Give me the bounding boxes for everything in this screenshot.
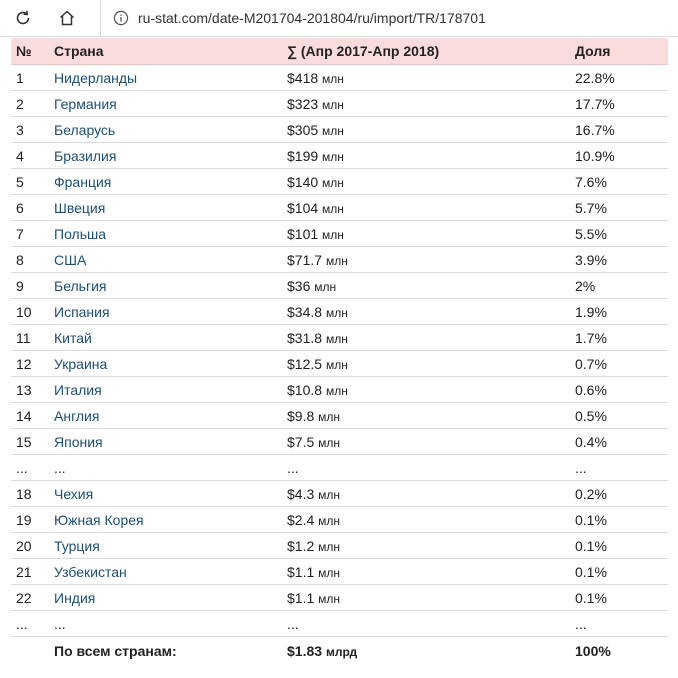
- country-link: ...: [49, 611, 282, 637]
- country-link[interactable]: Чехия: [49, 481, 282, 507]
- table-row: [11, 481, 668, 507]
- row-num: 6: [11, 195, 49, 221]
- row-num: 9: [11, 273, 49, 299]
- country-link[interactable]: Украина: [49, 351, 282, 377]
- sum-cell: [282, 507, 570, 533]
- amount: $36: [287, 277, 311, 294]
- amount-unit: млн: [318, 565, 341, 580]
- table-row: [11, 429, 668, 455]
- row-num: 22: [11, 585, 49, 611]
- sum-cell: [282, 403, 570, 429]
- row-num: 19: [11, 507, 49, 533]
- row-num: ...: [11, 455, 49, 481]
- share-cell: 16.7%: [570, 117, 668, 143]
- row-num: 20: [11, 533, 49, 559]
- amount-unit: млн: [318, 487, 341, 502]
- row-num: 14: [11, 403, 49, 429]
- amount: $9.8: [287, 407, 315, 424]
- table-row: [11, 533, 668, 559]
- country-link[interactable]: Германия: [49, 91, 282, 117]
- amount-unit: млн: [318, 513, 341, 528]
- sum-cell: [282, 195, 570, 221]
- table-header-row: [11, 38, 668, 65]
- share-cell: 0.6%: [570, 377, 668, 403]
- country-link[interactable]: Бельгия: [49, 273, 282, 299]
- amount-unit: млн: [325, 357, 348, 372]
- amount-unit: млн: [322, 123, 344, 138]
- total-row: [11, 637, 668, 665]
- sum-cell: [282, 143, 570, 169]
- country-link[interactable]: Беларусь: [49, 117, 282, 143]
- share-cell: 0.1%: [570, 507, 668, 533]
- share-cell: 5.5%: [570, 221, 668, 247]
- amount: $12.5: [287, 355, 323, 372]
- share-cell: 1.7%: [570, 325, 668, 351]
- country-link[interactable]: Италия: [49, 377, 282, 403]
- amount: $418: [287, 69, 319, 86]
- amount: $10.8: [287, 381, 323, 398]
- row-num: 2: [11, 91, 49, 117]
- total-unit: млрд: [325, 644, 358, 659]
- total-num-cell: [11, 637, 49, 665]
- import-table-container: [11, 38, 668, 664]
- country-link[interactable]: США: [49, 247, 282, 273]
- share-cell: 0.2%: [570, 481, 668, 507]
- header-sum: ∑ (Апр 2017-Апр 2018): [282, 38, 570, 65]
- row-num: 10: [11, 299, 49, 325]
- country-link[interactable]: Бразилия: [49, 143, 282, 169]
- row-num: 21: [11, 559, 49, 585]
- table-row: [11, 559, 668, 585]
- address-bar[interactable]: [100, 0, 678, 36]
- sum-cell: [282, 351, 570, 377]
- table-row: [11, 507, 668, 533]
- amount-unit: млн: [322, 149, 344, 164]
- total-sum-cell: [282, 637, 570, 665]
- amount: $31.8: [287, 329, 323, 346]
- sum-cell: [282, 65, 570, 91]
- row-num: 13: [11, 377, 49, 403]
- row-num: 5: [11, 169, 49, 195]
- table-row: [11, 247, 668, 273]
- row-num: 11: [11, 325, 49, 351]
- country-link[interactable]: Польша: [49, 221, 282, 247]
- sum-cell: [282, 325, 570, 351]
- country-link[interactable]: Франция: [49, 169, 282, 195]
- sum-cell: [282, 247, 570, 273]
- amount: $1.1: [287, 563, 315, 580]
- table-row: [11, 221, 668, 247]
- sum-cell: [282, 91, 570, 117]
- row-num: 7: [11, 221, 49, 247]
- amount-unit: млн: [318, 435, 341, 450]
- share-cell: 2%: [570, 273, 668, 299]
- table-row: [11, 585, 668, 611]
- sum-cell: [282, 299, 570, 325]
- sum-cell: [282, 455, 570, 481]
- home-button[interactable]: [52, 3, 82, 33]
- amount: $2.4: [287, 511, 315, 528]
- country-link[interactable]: Турция: [49, 533, 282, 559]
- share-cell: 7.6%: [570, 169, 668, 195]
- row-num: 12: [11, 351, 49, 377]
- amount: $71.7: [287, 251, 323, 268]
- sum-cell: [282, 533, 570, 559]
- import-table: [11, 38, 668, 664]
- country-link: ...: [49, 455, 282, 481]
- table-row: [11, 455, 668, 481]
- amount-unit: млн: [322, 71, 344, 86]
- amount: $140: [287, 173, 319, 190]
- sum-cell: [282, 429, 570, 455]
- table-row: [11, 273, 668, 299]
- row-num: 1: [11, 65, 49, 91]
- table-row: [11, 351, 668, 377]
- sum-cell: [282, 273, 570, 299]
- info-icon[interactable]: [113, 10, 129, 26]
- share-cell: 22.8%: [570, 65, 668, 91]
- sum-cell: [282, 169, 570, 195]
- row-num: 3: [11, 117, 49, 143]
- row-num: 8: [11, 247, 49, 273]
- amount-unit: млн: [314, 279, 337, 294]
- amount: $1.2: [287, 537, 315, 554]
- share-cell: 0.1%: [570, 585, 668, 611]
- share-cell: 3.9%: [570, 247, 668, 273]
- country-link[interactable]: Нидерланды: [49, 65, 282, 91]
- share-cell: ...: [570, 611, 668, 637]
- sum-cell: [282, 481, 570, 507]
- share-cell: 0.7%: [570, 351, 668, 377]
- share-cell: 0.5%: [570, 403, 668, 429]
- country-link[interactable]: Швеция: [49, 195, 282, 221]
- table-row: [11, 143, 668, 169]
- table-row: [11, 91, 668, 117]
- sum-cell: [282, 585, 570, 611]
- table-row: [11, 169, 668, 195]
- sum-cell: [282, 559, 570, 585]
- share-cell: 17.7%: [570, 91, 668, 117]
- country-link[interactable]: Испания: [49, 299, 282, 325]
- amount-unit: млн: [322, 201, 344, 216]
- amount: $34.8: [287, 303, 323, 320]
- sum-cell: [282, 221, 570, 247]
- share-cell: 0.1%: [570, 559, 668, 585]
- header-num: №: [11, 38, 49, 65]
- amount: $305: [287, 121, 319, 138]
- amount: ...: [287, 615, 299, 632]
- table-row: [11, 65, 668, 91]
- amount-unit: млн: [325, 253, 348, 268]
- amount-unit: млн: [322, 97, 344, 112]
- amount: ...: [287, 459, 299, 476]
- country-link[interactable]: Индия: [49, 585, 282, 611]
- url-text[interactable]: ru-stat.com/date-M201704-201804/ru/import/TR/178701: [138, 10, 486, 26]
- amount-unit: млн: [322, 227, 344, 242]
- browser-toolbar: [0, 0, 678, 37]
- share-cell: 0.4%: [570, 429, 668, 455]
- country-link[interactable]: Узбекистан: [49, 559, 282, 585]
- table-row: [11, 117, 668, 143]
- amount: $323: [287, 95, 319, 112]
- amount: $7.5: [287, 433, 315, 450]
- amount-unit: млн: [318, 409, 341, 424]
- share-cell: 0.1%: [570, 533, 668, 559]
- amount-unit: млн: [325, 305, 348, 320]
- table-row: [11, 299, 668, 325]
- sum-cell: [282, 117, 570, 143]
- amount-unit: млн: [322, 175, 344, 190]
- amount: $4.3: [287, 485, 315, 502]
- reload-icon: [14, 9, 32, 27]
- table-body: [11, 65, 668, 637]
- header-share: Доля: [570, 38, 668, 65]
- share-cell: 1.9%: [570, 299, 668, 325]
- row-num: 18: [11, 481, 49, 507]
- home-icon: [58, 9, 76, 27]
- table-row: [11, 195, 668, 221]
- amount-unit: млн: [318, 591, 341, 606]
- amount: $199: [287, 147, 319, 164]
- amount: $1.1: [287, 589, 315, 606]
- sum-cell: [282, 611, 570, 637]
- share-cell: 5.7%: [570, 195, 668, 221]
- country-link[interactable]: Англия: [49, 403, 282, 429]
- amount-unit: млн: [318, 539, 341, 554]
- total-label: По всем странам:: [54, 642, 177, 659]
- country-link[interactable]: Китай: [49, 325, 282, 351]
- table-row: [11, 403, 668, 429]
- total-share: 100%: [575, 642, 611, 659]
- reload-button[interactable]: [8, 3, 38, 33]
- table-row: [11, 611, 668, 637]
- row-num: ...: [11, 611, 49, 637]
- country-link[interactable]: Южная Корея: [49, 507, 282, 533]
- total-amount: $1.83: [287, 642, 323, 659]
- amount-unit: млн: [325, 331, 348, 346]
- sum-cell: [282, 377, 570, 403]
- amount: $104: [287, 199, 319, 216]
- table-row: [11, 325, 668, 351]
- share-cell: 10.9%: [570, 143, 668, 169]
- country-link[interactable]: Япония: [49, 429, 282, 455]
- row-num: 4: [11, 143, 49, 169]
- table-row: [11, 377, 668, 403]
- amount-unit: млн: [325, 383, 348, 398]
- row-num: 15: [11, 429, 49, 455]
- share-cell: ...: [570, 455, 668, 481]
- header-country: Страна: [49, 38, 282, 65]
- amount: $101: [287, 225, 319, 242]
